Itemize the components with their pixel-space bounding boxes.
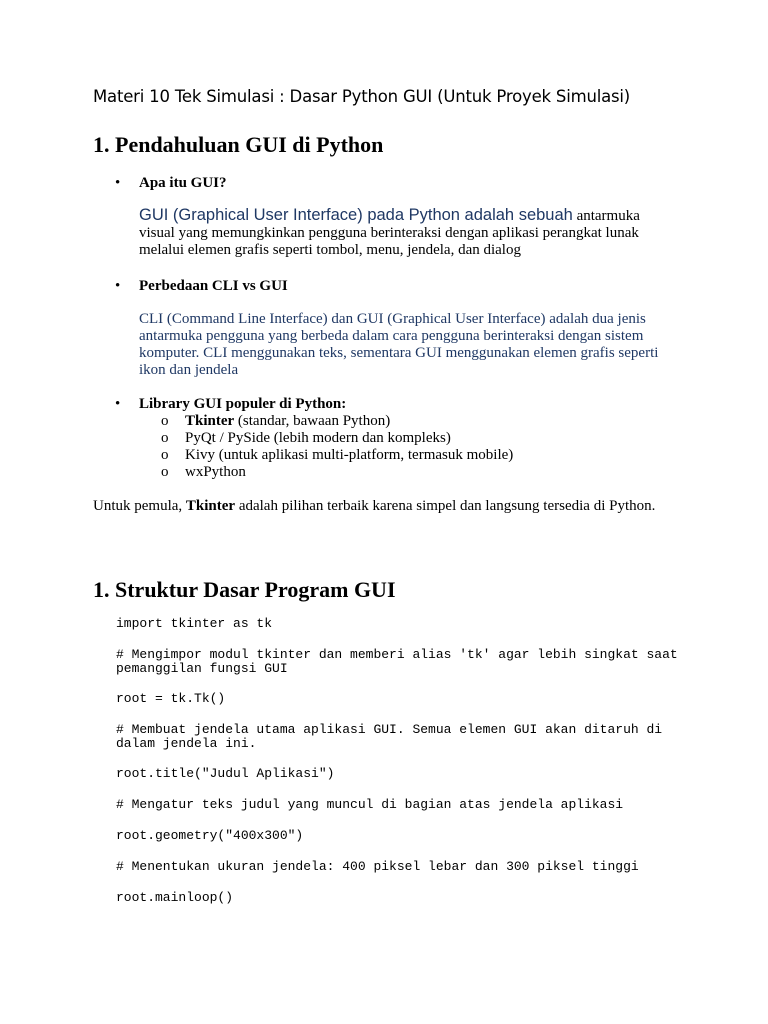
list-item-library: Kivy (untuk aplikasi multi-platform, termasuk mobile)	[185, 447, 514, 463]
list-item-library: PyQt / PySide (lebih modern dan kompleks)	[185, 430, 451, 446]
code-line: root = tk.Tk()	[116, 691, 226, 706]
sub-bullet-marker: o	[161, 413, 169, 429]
section-heading-pendahuluan: 1. Pendahuluan GUI di Python	[93, 132, 384, 157]
code-comment: # Membuat jendela utama aplikasi GUI. Semua elemen GUI akan ditaruh di dalam jendela ini.	[116, 722, 670, 751]
paragraph-text: melalui elemen grafis seperti tombol, menu, jendela, dan dialog	[139, 242, 521, 258]
bullet-label-apa-itu-gui: Apa itu GUI?	[139, 175, 227, 191]
paragraph-line: ikon dan jendela	[139, 362, 239, 378]
paragraph-lead: GUI (Graphical User Interface) pada Python adalah sebuah	[139, 206, 573, 224]
bullet-marker: •	[115, 396, 121, 412]
code-line: root.mainloop()	[116, 890, 234, 905]
paragraph-text: visual yang memungkinkan pengguna berinteraksi dengan aplikasi perangkat lunak	[139, 225, 639, 241]
code-line: root.title("Judul Aplikasi")	[116, 766, 335, 781]
paragraph-line: CLI (Command Line Interface) dan GUI (Graphical User Interface) adalah dua jenis	[139, 311, 646, 327]
sub-bullet-marker: o	[161, 430, 169, 446]
document-title: Materi 10 Tek Simulasi : Dasar Python GUI (Untuk Proyek Simulasi)	[93, 87, 631, 106]
paragraph-tkinter-note	[93, 498, 655, 515]
bullet-label-library-gui: Library GUI populer di Python:	[139, 396, 347, 412]
paragraph-line: antarmuka pengguna yang berbeda dalam cara pengguna berinteraksi dengan sistem	[139, 328, 644, 344]
paragraph-line: komputer. CLI menggunakan teks, sementara GUI menggunakan elemen grafis seperti	[139, 345, 659, 361]
list-item-library	[185, 413, 390, 430]
list-item-bold: Tkinter	[185, 413, 235, 429]
code-comment: # Mengimpor modul tkinter dan memberi alias 'tk' agar lebih singkat saat pemanggilan fungsi GUI	[116, 647, 686, 676]
bullet-label-cli-vs-gui: Perbedaan CLI vs GUI	[139, 278, 288, 294]
code-line: import tkinter as tk	[116, 616, 273, 631]
list-item-text: (standar, bawaan Python)	[234, 413, 391, 429]
paragraph-gui-definition	[139, 207, 684, 259]
code-comment: # Menentukan ukuran jendela: 400 piksel lebar dan 300 piksel tinggi	[116, 859, 639, 874]
sub-bullet-marker: o	[161, 447, 169, 463]
note-bold: Tkinter	[185, 498, 236, 514]
note-text: adalah pilihan terbaik karena simpel dan langsung tersedia di Python.	[235, 498, 656, 514]
note-text: Untuk pemula,	[93, 498, 186, 514]
list-item-library: wxPython	[185, 464, 246, 480]
code-line: root.geometry("400x300")	[116, 828, 304, 843]
paragraph-text: antarmuka	[572, 208, 640, 224]
code-comment: # Mengatur teks judul yang muncul di bagian atas jendela aplikasi	[116, 797, 624, 812]
section-heading-struktur: 1. Struktur Dasar Program GUI	[93, 577, 396, 602]
bullet-marker: •	[115, 278, 121, 294]
bullet-marker: •	[115, 175, 121, 191]
sub-bullet-marker: o	[161, 464, 169, 480]
paragraph-cli-vs-gui	[139, 311, 684, 379]
